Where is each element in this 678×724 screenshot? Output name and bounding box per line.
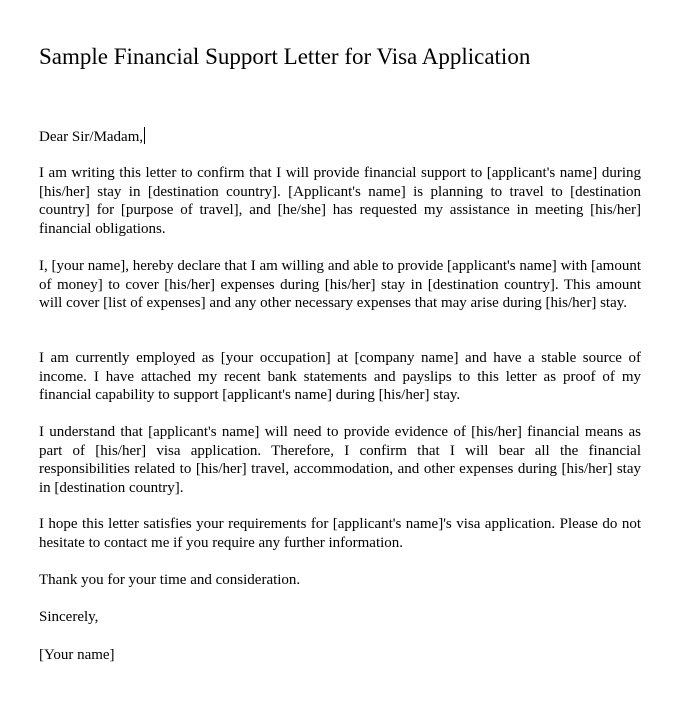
paragraph-3: I am currently employed as [your occupation] at [company name] and have a stable source of income. I have attached my recent bank statements and payslips to this letter as proof of my financial capability to support [applicant's name] during [his/her] stay. bbox=[39, 350, 641, 403]
salutation-text: Dear Sir/Madam, bbox=[39, 129, 144, 145]
salutation bbox=[39, 127, 145, 147]
thanks-line: Thank you for your time and consideration. bbox=[39, 572, 301, 588]
paragraph-4: I understand that [applicant's name] will need to provide evidence of [his/her] financial means as part of [his/her] visa application. Therefore, I confirm that I will bear all the financial responsibilities related to [his/her] travel, accommodation, and other expenses during [his/her] stay in [destination country]. bbox=[39, 424, 641, 496]
paragraph-2: I, [your name], hereby declare that I am willing and able to provide [applicant's name] with [amount of money] to cover [his/her] expenses during [his/her] stay in [destination country]. This amount will cover [list of expenses] and any other necessary expenses that may arise during [his/her] stay. bbox=[39, 258, 641, 311]
text-cursor bbox=[144, 127, 145, 144]
closing-line: Sincerely, bbox=[39, 609, 99, 625]
document-title: Sample Financial Support Letter for Visa Application bbox=[39, 44, 531, 69]
signature-line: [Your name] bbox=[39, 647, 115, 663]
paragraph-1: I am writing this letter to confirm that I will provide financial support to [applicant's name] during [his/her] stay in [destination country]. [Applicant's name] is planning to travel to [destination country] for [purpose of travel], and [he/she] has requested my assistance in meeting [his/her] financial obligations. bbox=[39, 165, 641, 237]
paragraph-5: I hope this letter satisfies your requirements for [applicant's name]'s visa application. Please do not hesitate to contact me if you require any further information. bbox=[39, 516, 641, 551]
